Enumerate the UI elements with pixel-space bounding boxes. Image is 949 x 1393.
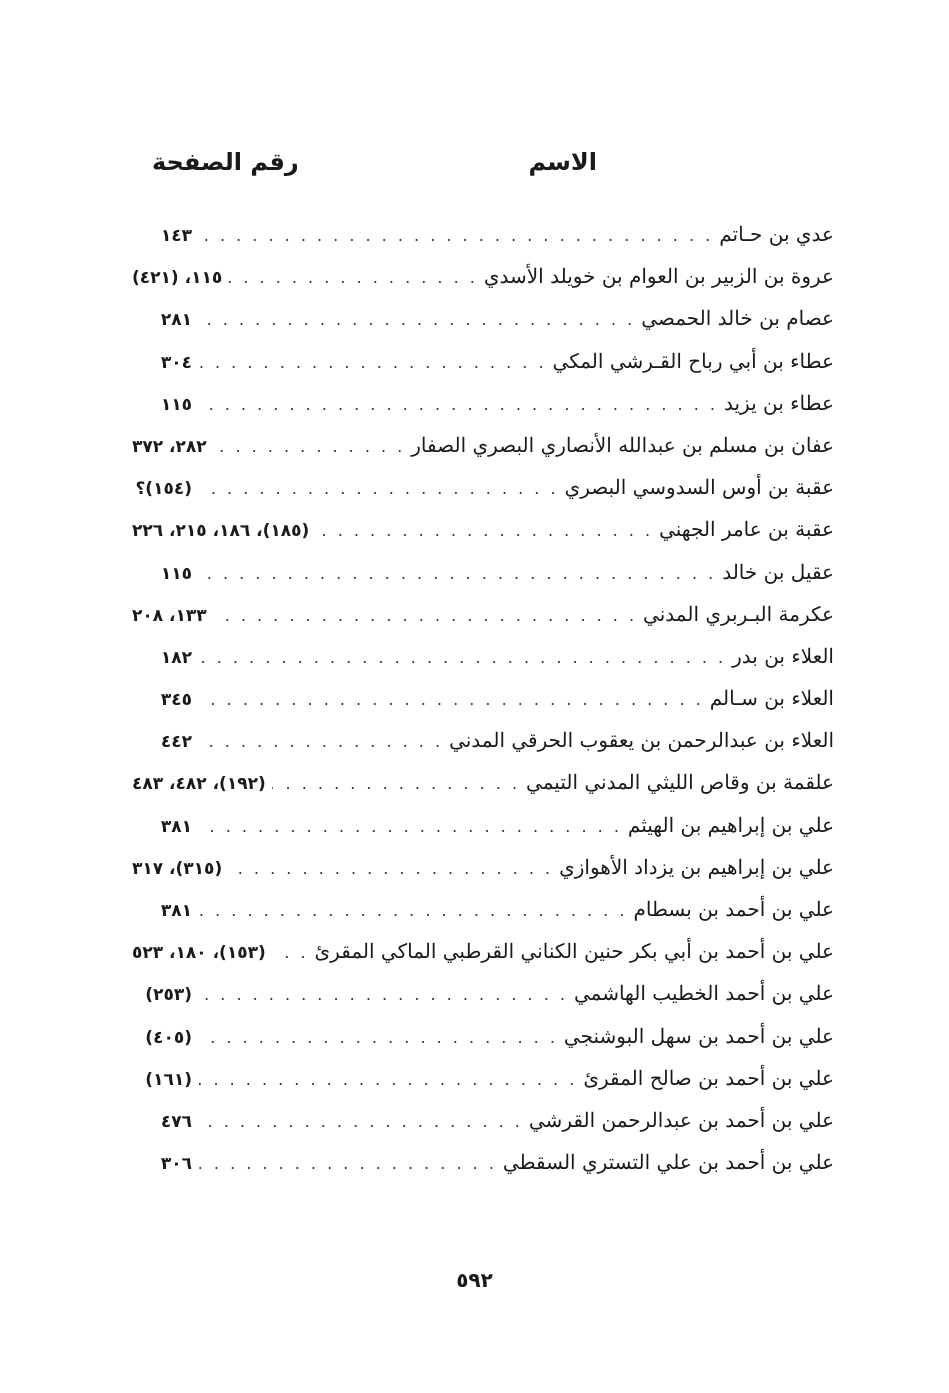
index-entry: [132, 222, 834, 264]
entry-pages: ٤٤٢: [160, 732, 192, 753]
name-column-heading: الاسم: [528, 148, 597, 176]
entry-name: علقمة بن وقاص الليثي المدني التيمي: [526, 770, 834, 795]
index-entry: [132, 349, 834, 391]
entry-pages: ٣٨١: [160, 816, 192, 837]
entry-pages: ٣٠٤: [160, 352, 192, 373]
entry-name: عدي بن حـاتم: [719, 222, 834, 246]
entry-pages: ١١٥: [160, 563, 192, 584]
entry-name: علي بن أحمد بن سهل البوشنجي: [563, 1023, 834, 1048]
entry-name: عطاء بن يزيد: [723, 390, 834, 415]
entry-pages: ١١٥، (٤٢١): [132, 268, 223, 289]
index-entry: [132, 475, 834, 517]
entry-pages: ٢٨١: [160, 310, 192, 331]
entry-name: عروة بن الزبير بن العوام بن خويلد الأسدي: [483, 264, 834, 289]
leader-dots: [272, 774, 520, 793]
index-entry: [132, 433, 834, 475]
index-entry: [132, 306, 834, 348]
index-entry: [132, 560, 834, 602]
leader-dots: [198, 395, 718, 414]
entry-name: علي بن أحمد بن صالح المقرئ: [583, 1065, 834, 1090]
entry-pages: (١٥٣)، ١٨٠، ٥٢٣: [132, 943, 266, 964]
entry-name: علي بن أحمد بن علي التستري السقطي: [502, 1150, 834, 1175]
index-entry: [132, 939, 834, 981]
entry-name: عطاء بن أبي رباح القـرشي المكي: [552, 348, 834, 373]
index-list: [132, 222, 834, 1192]
entry-pages: (١٩٢)، ٤٨٢، ٤٨٣: [132, 774, 266, 795]
index-entry: [132, 1150, 834, 1192]
entry-pages: ١١٥: [160, 394, 192, 415]
index-entry: [132, 897, 834, 939]
index-entry: [132, 855, 834, 897]
leader-dots: [198, 985, 568, 1004]
index-entry: [132, 728, 834, 770]
leader-dots: [272, 943, 309, 962]
entry-name: علي بن أحمد بن أبي بكر حنين الكناني القرطبي الماكي المقرئ: [314, 939, 834, 964]
index-entry: [132, 770, 834, 812]
entry-name: عقبة بن أوس السدوسي البصري: [564, 475, 834, 500]
leader-dots: [198, 564, 716, 583]
leader-dots: [198, 690, 704, 709]
entry-pages: ٤٧٦: [160, 1111, 192, 1132]
entry-pages: (١٨٥)، ١٨٦، ٢١٥، ٢٢٦: [132, 521, 310, 542]
entry-pages: ١٤٣: [160, 226, 192, 246]
index-entry: [132, 813, 834, 855]
entry-pages: ٢٨٢، ٣٧٢: [132, 436, 207, 457]
index-entry: [132, 602, 834, 644]
entry-pages: (٤٠٥): [145, 1027, 192, 1048]
entry-name: علي بن أحمد الخطيب الهاشمي: [573, 981, 834, 1006]
entry-pages: (٣١٥)، ٣١٧: [132, 858, 223, 879]
index-entry: [132, 686, 834, 728]
leader-dots: [315, 521, 653, 540]
leader-dots: [198, 1028, 558, 1047]
leader-dots: [198, 648, 726, 667]
entry-pages: ٣٤٥: [160, 690, 192, 711]
entry-name: عكرمة البـربري المدني: [643, 601, 834, 626]
entry-pages: ١٣٣، ٢٠٨: [132, 605, 207, 626]
leader-dots: [198, 226, 713, 245]
page-number: ٥٩٢: [456, 1268, 493, 1292]
leader-dots: [198, 353, 547, 372]
entry-name: علي بن إبراهيم بن الهيثم: [627, 812, 834, 837]
index-entry: [132, 644, 834, 686]
leader-dots: [198, 732, 443, 751]
leader-dots: [198, 1070, 577, 1089]
index-entry: [132, 1024, 834, 1066]
leader-dots: [198, 1112, 523, 1131]
entry-pages: (٢٥٣): [145, 985, 192, 1006]
leader-dots: [228, 859, 553, 878]
index-entry: [132, 264, 834, 306]
leader-dots: [198, 479, 559, 498]
entry-name: عصام بن خالد الحمصي: [641, 306, 834, 331]
entry-name: عقبة بن عامر الجهني: [659, 517, 834, 542]
entry-name: العلاء بن عبدالرحمن بن يعقوب الحرقي المدني: [449, 728, 834, 753]
page-number-column-heading: رقم الصفحة: [152, 148, 299, 176]
leader-dots: [198, 901, 627, 920]
leader-dots: [213, 437, 406, 456]
entry-name: علي بن أحمد بن عبدالرحمن القرشي: [528, 1107, 834, 1132]
index-entry: [132, 981, 834, 1023]
index-entry: [132, 1108, 834, 1150]
index-entry: [132, 391, 834, 433]
entry-pages: (١٥٤)؟: [135, 479, 192, 500]
entry-name: العلاء بن بدر: [732, 643, 834, 668]
leader-dots: [228, 268, 478, 287]
entry-name: عقيل بن خالد: [722, 559, 834, 584]
leader-dots: [198, 817, 622, 836]
index-entry: [132, 1066, 834, 1108]
entry-name: عفان بن مسلم بن عبدالله الأنصاري البصري الصفار: [411, 432, 834, 457]
entry-pages: ٣٠٦: [160, 1154, 192, 1175]
entry-pages: ١٨٢: [160, 647, 192, 668]
entry-name: علي بن أحمد بن بسطام: [633, 897, 834, 921]
entry-pages: (١٦١): [145, 1069, 192, 1090]
index-entry: [132, 517, 834, 559]
entry-name: العلاء بن سـالم: [709, 686, 834, 711]
leader-dots: [198, 310, 635, 329]
entry-pages: ٣٨١: [160, 901, 192, 921]
leader-dots: [213, 606, 637, 625]
leader-dots: [198, 1154, 497, 1173]
entry-name: علي بن إبراهيم بن يزداد الأهوازي: [559, 854, 834, 879]
